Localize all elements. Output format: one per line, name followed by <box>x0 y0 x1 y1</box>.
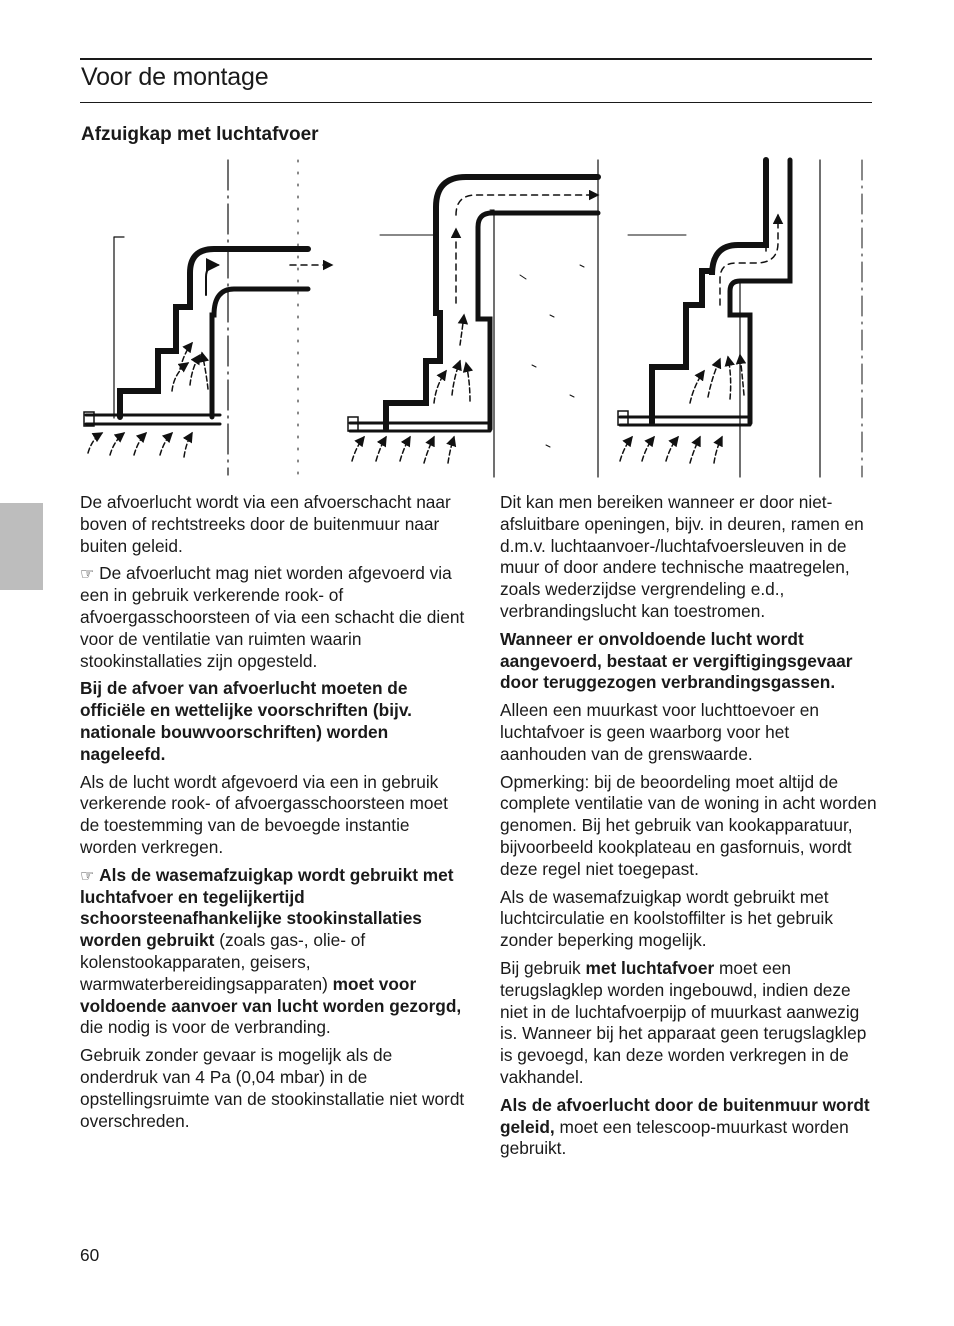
warning-paragraph: Wanneer er onvoldoende lucht wordt aangevoerd, bestaat er vergiftigingsgevaar door teruggezogen verbrandingsgassen. <box>500 628 853 693</box>
note-bold-text: Als de wasemafzuigkap wordt gebruikt met luchtafvoer en tegelijkertijd schoorsteenafhankelijke stookinstallaties worden gebruikt <box>80 864 454 951</box>
paragraph <box>500 1095 880 1160</box>
note-bold-text: moet voor voldoende aanvoer van lucht worden gezorgd, <box>80 973 462 1016</box>
right-column <box>500 492 880 1166</box>
paragraph <box>500 958 880 1089</box>
bold-text: met luchtafvoer <box>585 957 715 978</box>
ventilation-diagram <box>80 155 872 480</box>
paragraph: Gebruik zonder gevaar is mogelijk als de onderdruk van 4 Pa (0,04 mbar) in de opstellingsruimte van de stookinstallatie niet wordt overschreden. <box>80 1045 465 1131</box>
chapter-tab <box>0 503 43 590</box>
page-number: 60 <box>80 1245 100 1265</box>
note-paragraph <box>80 563 468 672</box>
warning-paragraph: Bij de afvoer van afvoerlucht moeten de officiële en wettelijke voorschriften (bijv. nationale bouwvoorschriften) worden nageleefd. <box>80 678 412 764</box>
note-text: De afvoerlucht mag niet worden afgevoerd via een in gebruik verkerende rook- of afvoergasschoorsteen of via een schacht die dient voor de ventilatie van ruimten waarin stookinstallaties zijn opgesteld. <box>80 563 465 671</box>
note-paragraph <box>80 865 468 1039</box>
text: Bij gebruik <box>500 957 586 978</box>
page-title: Voor de montage <box>81 63 269 91</box>
paragraph: Opmerking: bij de beoordeling moet altijd de complete ventilatie van de woning in acht worden genomen. Bij het gebruik van kookapparatuur, bijvoorbeeld kookplateau en gasfornuis, wordt deze regel niet toegepast. <box>500 771 877 879</box>
paragraph: De afvoerlucht wordt via een afvoerschacht naar boven of rechtstreeks door de buitenmuur naar buiten geleid. <box>80 492 451 556</box>
pointing-hand-icon: ☞ <box>80 564 95 584</box>
header-rule-top <box>80 58 872 60</box>
note-text: (zoals gas-, olie- of kolenstookapparaten, geisers, warmwaterbereidingsapparaten) <box>80 930 366 994</box>
text: moet een terugslagklep worden ingebouwd, indien deze niet in de luchtafvoerpijp of muurkast aanwezig is. Wanneer bij het apparaat geen terugslagklep is gevoegd, kan deze worden verkregen in de vakhandel. <box>500 957 867 1087</box>
diagram-panel-2 <box>348 160 598 477</box>
paragraph: Alleen een muurkast voor luchttoevoer en luchtafvoer is geen waarborg voor het aanhouden van de grenswaarde. <box>500 700 819 764</box>
diagram-panel-1 <box>84 160 332 475</box>
note-text: die nodig is voor de verbranding. <box>80 1017 331 1038</box>
text: moet een telescoop-muurkast worden gebruikt. <box>500 1116 849 1159</box>
bold-text: Als de afvoerlucht door de buitenmuur wordt geleid, <box>500 1094 870 1137</box>
paragraph: Als de wasemafzuigkap wordt gebruikt met luchtcirculatie en koolstoffilter is het gebruik zonder beperking mogelijk. <box>500 886 833 951</box>
paragraph: Dit kan men bereiken wanneer er door niet-afsluitbare openingen, bijv. in deuren, ramen en d.m.v. luchtaanvoer-/luchtafvoersleuven in de muur of door andere technische maatregelen, zoals wederzijdse vergrendeling e.d., verbrandingslucht kan toestromen. <box>500 492 864 621</box>
left-column <box>80 492 468 1138</box>
header-rule-bottom <box>80 102 872 103</box>
section-title: Afzuigkap met luchtafvoer <box>81 124 319 145</box>
pointing-hand-icon: ☞ <box>80 865 95 885</box>
diagram-panel-3 <box>618 160 862 477</box>
paragraph: Als de lucht wordt afgevoerd via een in gebruik verkerende rook- of afvoergasschoorsteen moet de toestemming van de bevoegde instantie worden verkregen. <box>80 771 448 857</box>
